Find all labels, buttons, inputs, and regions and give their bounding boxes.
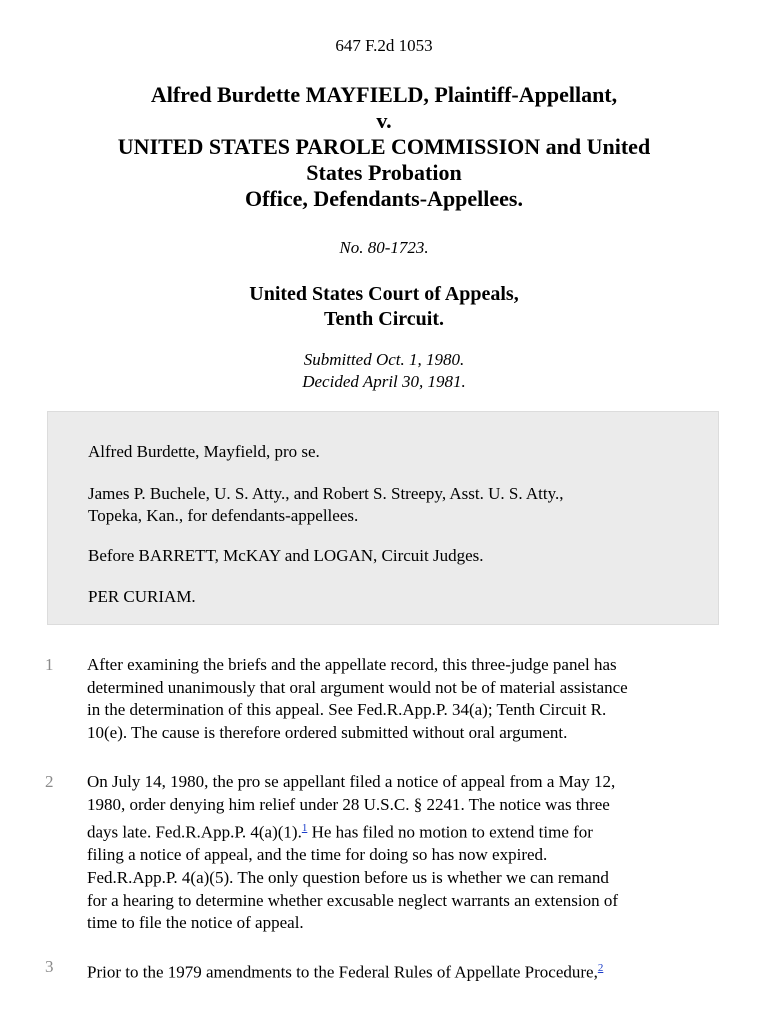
appellee-counsel-line-1: James P. Buchele, U. S. Atty., and Robert S. Streepy, Asst. U. S. Atty., xyxy=(88,484,564,503)
paragraph-line-start: Prior to the 1979 amendments to the Federal Rules of Appellate Procedure, xyxy=(87,962,598,982)
case-dates xyxy=(0,349,768,393)
paragraph-line: filing a notice of appeal, and the time for doing so has now expired. xyxy=(87,845,548,865)
judges-panel: Before BARRETT, McKAY and LOGAN, Circuit Judges. xyxy=(88,546,484,565)
submitted-date: Submitted Oct. 1, 1980. xyxy=(303,350,465,369)
counsel-panel xyxy=(47,411,719,625)
appellant-counsel: Alfred Burdette, Mayfield, pro se. xyxy=(88,442,320,461)
paragraph-text xyxy=(87,654,727,744)
paragraph-line: time to file the notice of appeal. xyxy=(87,913,304,933)
paragraph-line: determined unanimously that oral argument would not be of material assistance xyxy=(87,677,628,697)
footnote-link-1[interactable]: 1 xyxy=(301,822,308,835)
paragraph-line xyxy=(87,816,727,844)
court-name xyxy=(0,282,768,332)
defendant-line-3: Office, Defendants-Appellees. xyxy=(244,186,523,211)
paragraph-line-end: He has filed no motion to extend time for xyxy=(307,822,593,842)
paragraph-line: 1980, order denying him relief under 28 U.S.C. § 2241. The notice was three xyxy=(87,794,610,814)
defendant-line-1: UNITED STATES PAROLE COMMISSION and United xyxy=(117,134,651,159)
paragraph-line: After examining the briefs and the appellate record, this three-judge panel has xyxy=(87,655,617,674)
case-citation: 647 F.2d 1053 xyxy=(335,36,433,55)
paragraph-text xyxy=(87,771,727,935)
paragraph-line-start: days late. Fed.R.App.P. 4(a)(1). xyxy=(87,822,302,842)
docket-number: No. 80-1723. xyxy=(339,238,429,257)
court-name-line-1: United States Court of Appeals, xyxy=(249,283,519,305)
paragraph-number: 3 xyxy=(45,957,54,976)
paragraph-line: Fed.R.App.P. 4(a)(5). The only question before us is whether we can remand xyxy=(87,868,609,888)
paragraph-line: 10(e). The cause is therefore ordered submitted without oral argument. xyxy=(87,722,568,742)
appellee-counsel-line-2: Topeka, Kan., for defendants-appellees. xyxy=(88,506,359,525)
per-curiam: PER CURIAM. xyxy=(88,587,196,606)
paragraph-number: 1 xyxy=(45,655,54,674)
paragraph-number: 2 xyxy=(45,772,54,791)
paragraph-line: for a hearing to determine whether excusable neglect warrants an extension of xyxy=(87,890,619,910)
paragraph-line xyxy=(87,956,727,984)
defendant-line-2: States Probation xyxy=(306,160,462,185)
footnote-link-2[interactable]: 2 xyxy=(597,962,604,974)
decided-date: Decided April 30, 1981. xyxy=(302,372,466,391)
paragraph-line: On July 14, 1980, the pro se appellant filed a notice of appeal from a May 12, xyxy=(87,772,616,791)
appellee-counsel xyxy=(88,483,688,527)
paragraph-text xyxy=(87,956,727,984)
case-caption xyxy=(60,82,708,212)
paragraph-line: in the determination of this appeal. See Fed.R.App.P. 34(a); Tenth Circuit R. xyxy=(87,700,607,720)
court-name-line-2: Tenth Circuit. xyxy=(323,308,445,330)
versus-line: v. xyxy=(376,108,392,133)
plaintiff-line: Alfred Burdette MAYFIELD, Plaintiff-Appellant, xyxy=(150,82,618,107)
